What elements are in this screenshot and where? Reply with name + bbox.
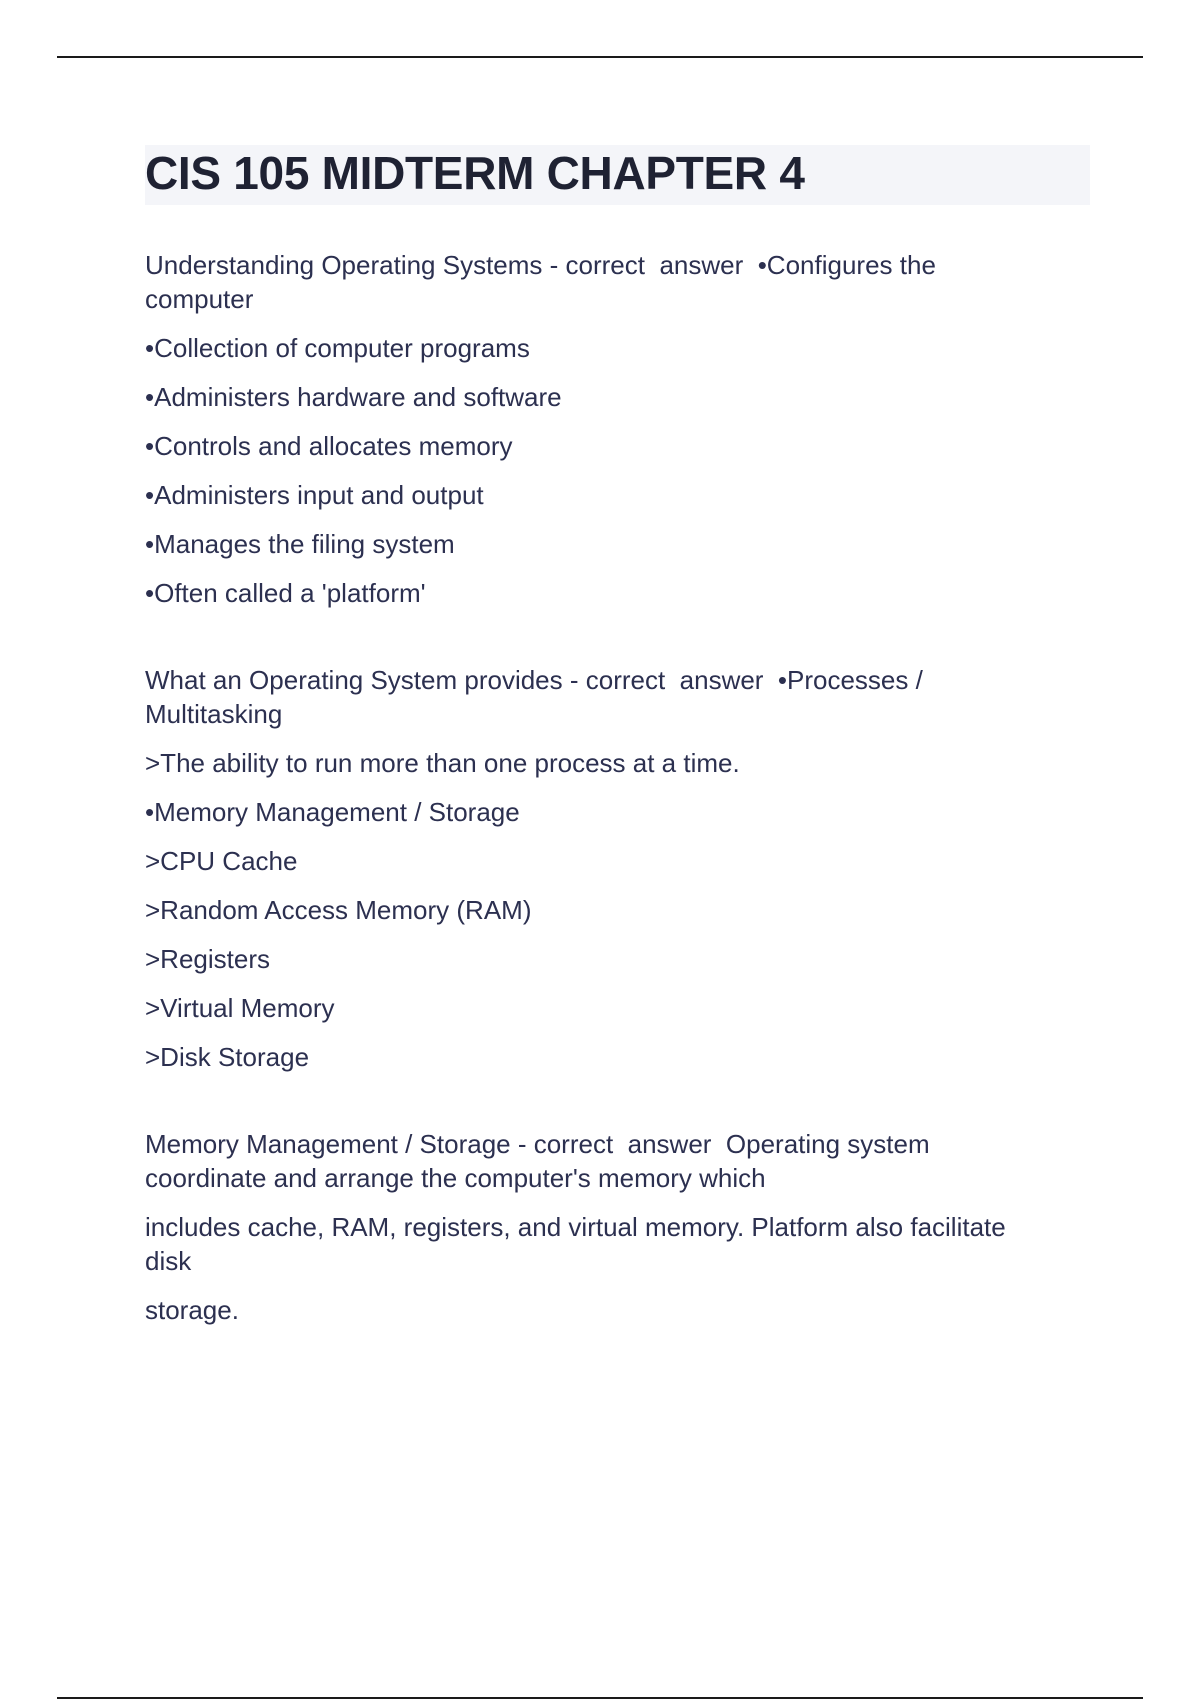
answer-line: includes cache, RAM, registers, and virtual memory. Platform also facilitate disk — [145, 1212, 1006, 1276]
answer-line: •Controls and allocates memory — [145, 431, 513, 461]
answer-line: storage. — [145, 1295, 239, 1325]
answer-line: •Manages the filing system — [145, 529, 455, 559]
answer-line: >Registers — [145, 944, 270, 974]
question-answer-text: Memory Management / Storage - correct answer Operating system coordinate and arrange the computer's memory which — [145, 1129, 930, 1193]
answer-line: •Collection of computer programs — [145, 333, 530, 363]
answer-line: •Often called a 'platform' — [145, 578, 426, 608]
bottom-divider — [57, 1697, 1143, 1699]
document-page — [145, 145, 1090, 1342]
answer-line: >Virtual Memory — [145, 993, 335, 1023]
answer-line: >The ability to run more than one process at a time. — [145, 748, 740, 778]
top-divider — [57, 56, 1143, 58]
question-answer-text: Understanding Operating Systems - correct answer •Configures the computer — [145, 250, 936, 314]
answer-line: •Memory Management / Storage — [145, 797, 520, 827]
question-answer-text: What an Operating System provides - correct answer •Processes / Multitasking — [145, 665, 923, 729]
flashcard-os-provides — [145, 663, 1090, 1074]
answer-line: •Administers hardware and software — [145, 382, 562, 412]
answer-line: >Random Access Memory (RAM) — [145, 895, 532, 925]
page-title: CIS 105 MIDTERM CHAPTER 4 — [145, 145, 1090, 205]
answer-line: >Disk Storage — [145, 1042, 310, 1072]
flashcard-understanding-os — [145, 248, 1090, 610]
answer-line: •Administers input and output — [145, 480, 484, 510]
answer-line: >CPU Cache — [145, 846, 298, 876]
flashcard-memory-management — [145, 1127, 1090, 1327]
